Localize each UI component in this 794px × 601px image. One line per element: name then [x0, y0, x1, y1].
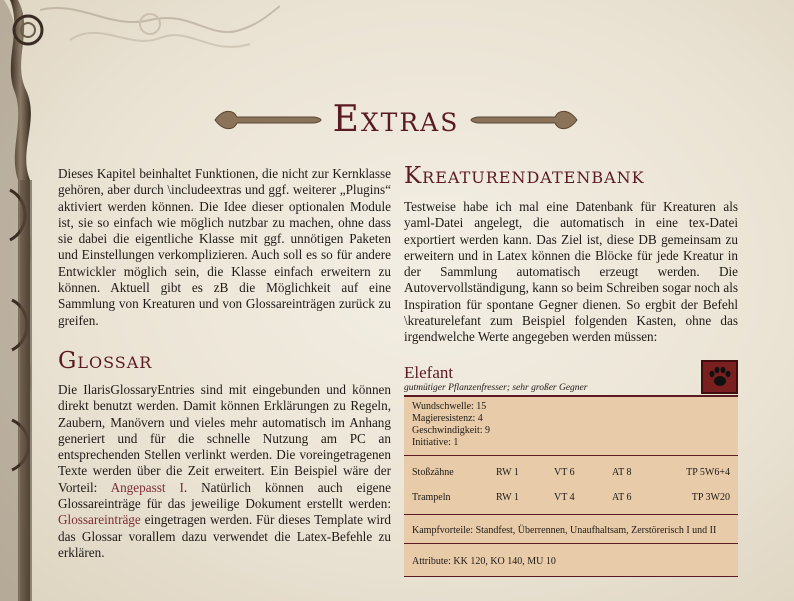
- glossar-text-1: Die IlarisGlossaryEntries sind mit eingebunden und können direkt benutzt werden. Damit können Erklärungen zu Regeln, Zaubern, Manövern und vieles mehr automatisch im Anhang generiert und für die schnelle Nutzung am PC an entsprechenden Stellen verlinkt werden. Die voreingetragenen Texte werden über die Zeit erweitert. Ein Beispiel wäre der Vorteil:: [58, 382, 391, 495]
- glossar-text-3: eingetragen werden. Für dieses Template wird das Glossar vorallem dazu verwendet die Latex-Befehle zu erklären.: [58, 512, 391, 560]
- chapter-title-row: [200, 96, 592, 144]
- glossar-link-glossareintraege[interactable]: Glossareinträge: [58, 512, 141, 528]
- attack-tp: TP 3W20: [691, 491, 730, 503]
- kreatur-paragraph: Testweise habe ich mal eine Datenbank für Kreaturen als yaml-Datei angelegt, die automatisch in eine tex-Datei exportiert werden kann. Das Ziel ist, diese DB gemeinsam zu erweitern und in Latex können die Blöcke für jede Kreatur in der Sammlung automatisch erzeugt werden. Die Autovervollständigung, kann so beim Schreiben sogar noch als Inspiration für spontane Gegner dienen. So ergbit der Befehl \kreaturelefant zum Beispiel folgenden Kasten, ohne das irgendwelche Werte angegeben werden müssen:: [404, 199, 738, 345]
- attack-at: AT 8: [612, 466, 632, 478]
- stat-magieresistenz: Magieresistenz: 4: [412, 413, 483, 424]
- attack-row: [404, 485, 738, 510]
- stat-initiative: Initiative: 1: [412, 437, 459, 448]
- kreatur-heading: Kreaturendatenbank: [404, 163, 645, 189]
- attack-row: [404, 460, 738, 485]
- attack-rw: RW 1: [496, 466, 519, 478]
- top-ornament: [40, 0, 280, 70]
- paw-print-icon: [701, 360, 738, 394]
- ornamental-border: [0, 0, 48, 601]
- creature-attribute: Attribute: KK 120, KO 140, MU 10: [404, 544, 738, 577]
- intro-paragraph: Dieses Kapitel beinhaltet Funktionen, die nicht zur Kernklasse gehören, aber durch \includeextras und ggf. weiterer „Plugins“ aktiviert werden können. Die Idee dieser optionalen Module ist, sie so einfach wie möglich nutzbar zu machen, ohne dass sie dabei die eigentliche Klasse mit ggf. unnötigen Paketen und Einstellungen verkomplizieren. Auch soll es so für andere Entwickler möglich sein, die Klasse einfach erweitern zu können. Aktuell gibt es zB die Möglichkeit auf eine Sammlung von Kreaturen und von Glossareinträgen zurück zu greifen.: [58, 166, 391, 328]
- glossar-heading: Glossar: [58, 348, 153, 374]
- title-ornament-left: [213, 107, 323, 133]
- creature-box: [404, 360, 738, 577]
- stat-wundschwelle: Wundschwelle: 15: [412, 401, 487, 412]
- title-ornament-right: [469, 107, 579, 133]
- creature-body: [404, 397, 738, 577]
- attack-vt: VT 6: [554, 466, 575, 478]
- creature-stats: [404, 397, 738, 456]
- creature-attacks: [404, 456, 738, 515]
- chapter-title: Extras: [332, 99, 460, 140]
- creature-name: Elefant: [404, 363, 454, 382]
- attack-tp: TP 5W6+4: [686, 466, 730, 478]
- glossar-text-2: . Natürlich können auch eigene Glossareinträge für das jeweilige Dokument erstellt werden:: [58, 479, 391, 512]
- creature-vorteile: Kampfvorteile: Standfest, Überrennen, Unaufhaltsam, Zerstörerisch I und II: [404, 515, 738, 544]
- stat-geschwindigkeit: Geschwindigkeit: 9: [412, 425, 491, 436]
- attack-name: Trampeln: [412, 491, 451, 503]
- glossar-paragraph: [58, 382, 391, 561]
- attack-vt: VT 4: [554, 491, 575, 503]
- attack-name: Stoßzähne: [412, 466, 454, 478]
- attack-rw: RW 1: [496, 491, 519, 503]
- glossar-link-angepasst[interactable]: Angepasst I: [110, 479, 184, 495]
- creature-subtitle: gutmütiger Pflanzenfresser; sehr großer Gegner: [404, 383, 588, 393]
- attack-at: AT 6: [612, 491, 632, 503]
- creature-header: [404, 360, 738, 397]
